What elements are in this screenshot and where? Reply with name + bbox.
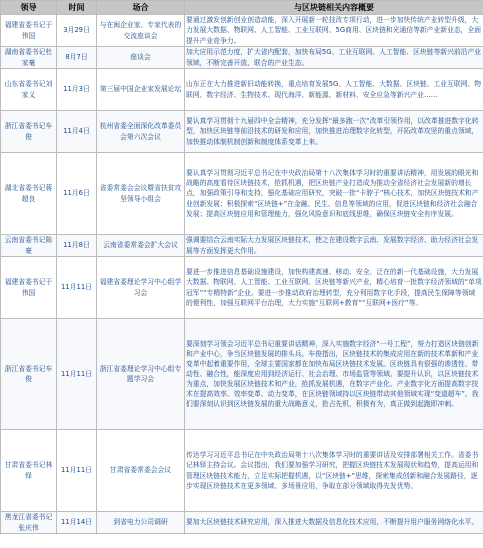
occasion-cell: 杭州省委全面深化改革委员会第六次会议 [97,111,185,153]
date-cell: 3月29日 [57,15,97,47]
leader-cell: 浙江省委书记车俊 [1,111,57,153]
table-row [1,69,483,111]
date-cell: 11月4日 [57,111,97,153]
occasion-cell: 到省电力公司调研 [97,512,185,534]
date-cell: 8月7日 [57,47,97,69]
header-leader: 领导 [1,1,57,15]
content-cell: 传达学习习近平总书记在中央政治局第十八次集体学习时的重要讲话及安排部署相关工作。省委书记林铎主持会议。会议指出，我们要加强学习研究，把握区块链技术发展现状和趋势，提高运用和管理区块链技术能力，立足实际把握机遇，以“区块链+”思维，探索集成创新和融合发展路径，逐步实现区块链技术在更多领域、多场景应用，争取在部分领域取得先发优势。 [185,430,483,512]
occasion-cell: 座谈会 [97,47,185,69]
table-row [1,15,483,47]
date-cell: 11月11日 [57,319,97,430]
leader-cell: 福建省委书记于伟国 [1,257,57,319]
date-cell: 11月3日 [57,69,97,111]
table-row [1,257,483,319]
content-cell: 要通过激发创新创业创造动能，深入开展新一轮技改专项行动，进一步加快传统产业转型升级，大力发展大数据、物联网、人工智能、工业互联网、5G商用、区块链和光通信等新产业新业态，全面提升产业竞争力。 [185,15,483,47]
date-cell: 11月6日 [57,153,97,235]
content-cell: 强调要结合云南实际大力发展区块链技术，使之在建设数字云南、发展数字经济、助力经济社会发展等方面发挥更大作用。 [185,235,483,257]
header-date: 时间 [57,1,97,15]
occasion-cell: 甘肃省委常委会会议 [97,430,185,512]
date-cell: 11月14日 [57,512,97,534]
leader-cell: 山东省委书记刘家义 [1,69,57,111]
leader-cell: 甘肃省委书记林铎 [1,430,57,512]
content-cell: 要加大区块链技术研究应用，深入推进大数据及信息化技术应用，不断提升用户服务网络化水平。 [185,512,483,534]
occasion-cell: 云南省委常委会扩大会议 [97,235,185,257]
content-cell: 要深刻学习领会习近平总书记重要讲话精神，深入实施数字经济“一号工程”，努力打造区块链创新和产业中心，争当区块链发展的排头兵。车俊指出，区块链技术的集成应用在新的技术革新和产业变革中起着重要作用，全球主要国家都在加快布局区块链技术发展。区块链具有很强的渗透性、带动性、融合性，能深度应用到经济运行、社会治理、市场监管等领域。要提升认识，以区块链技术为重点，加快发展区块链技术和产业，抢抓发展机遇，在数字产业化、产业数字化方面提高数字技术在提高效率、效率变革、动力变革，在区块链领域持以区块链带动其他领域实现“变道超车”。我们要深刻认识到区块链发展的重大战略意义，抢占先机、积极有为，真正做到起跑即冲刺。 [185,319,483,430]
table-row [1,235,483,257]
occasion-cell: 与在闽企业家、专家代表的交流座谈会 [97,15,185,47]
table-row [1,512,483,534]
table-row [1,153,483,235]
date-cell: 11月8日 [57,235,97,257]
occasion-cell: 福建省委理论学习中心组学习会 [97,257,185,319]
occasion-cell: 省委常委会会议暨省扶贫攻坚领导小组会 [97,153,185,235]
leader-cell: 福建省委书记于伟国 [1,15,57,47]
leader-cell: 云南省委书记陈豪 [1,235,57,257]
table-row [1,111,483,153]
leader-cell: 湖北省委书记蒋超良 [1,153,57,235]
date-cell: 11月11日 [57,257,97,319]
header-content: 与区块链相关内容概要 [185,1,483,15]
date-cell: 11月11日 [57,430,97,512]
occasion-cell: 第三届中国企业家发展论坛 [97,69,185,111]
leader-cell: 湖南省委书记杜家毫 [1,47,57,69]
content-cell: 要进一步推进信息基础设施建设，加快构建高速、移动、安全、泛在的新一代基础设施，大力发展大数据、物联网、人工智能、工业互联网、区块链等新兴产业，精心培育一批数字经济领域的“单项冠军”“专精特新”企业。要进一步推动政府治理转型，充分利用数字化手段，提高民生保障等领域的便利性，加强互联网平台治理，大力实施“互联网+教育”“互联网+医疗”等。 [185,257,483,319]
occasion-cell: 浙江省委理论学习中心组专题学习会 [97,319,185,430]
header-occasion: 场合 [97,1,185,15]
leader-cell: 浙江省委书记车俊 [1,319,57,430]
content-cell: 山东正在大力推进新旧动能转换，重点培育发展5G、人工智能、大数据、区块链、工业互联网、物联网、数字经济、生物技术、现代海洋、新能源、新材料、安全应急等新兴产业…… [185,69,483,111]
content-cell: 加大应用示范力度，扩大省内配套，加快布局5G、工业互联网、人工智能、区块链等新兴前沿产业领域，不断完善开放、联合的产业生态。 [185,47,483,69]
table-row [1,47,483,69]
table-row [1,319,483,430]
table-row [1,430,483,512]
content-cell: 要认真学习贯彻十九届四中全会精神，充分发挥“最多跑一次”改革引领作用，以改革推进数字化转型，加快区块链等前沿技术的研发和应用，加快推进治理数字化转型，开拓改革攻坚的重点领域，加快推动体制机制创新和制度体系变革上来。 [185,111,483,153]
leader-cell: 黑龙江省委书记张庆伟 [1,512,57,534]
content-cell: 要认真学习贯彻习近平总书记在中央政治局第十八次集体学习时的重要讲话精神，用发展的眼光和战略的高度看待区块链技术，抢抓机遇，把区块链产业打造成为推动全省经济社会发展新的增长点，加强政策引导和支持，强化基础应用研究，突破一批“卡脖子”核心技术，加快区块链技术和产业创新发展；积极探索“区块链+”在金融、民生、信息等领域的应用，促进区块链和经济社会融合发展；提高区块链应用和管理能力，强化风险意识和底线思维，确保区块链安全有序发展。 [185,153,483,235]
header-row [1,1,483,15]
